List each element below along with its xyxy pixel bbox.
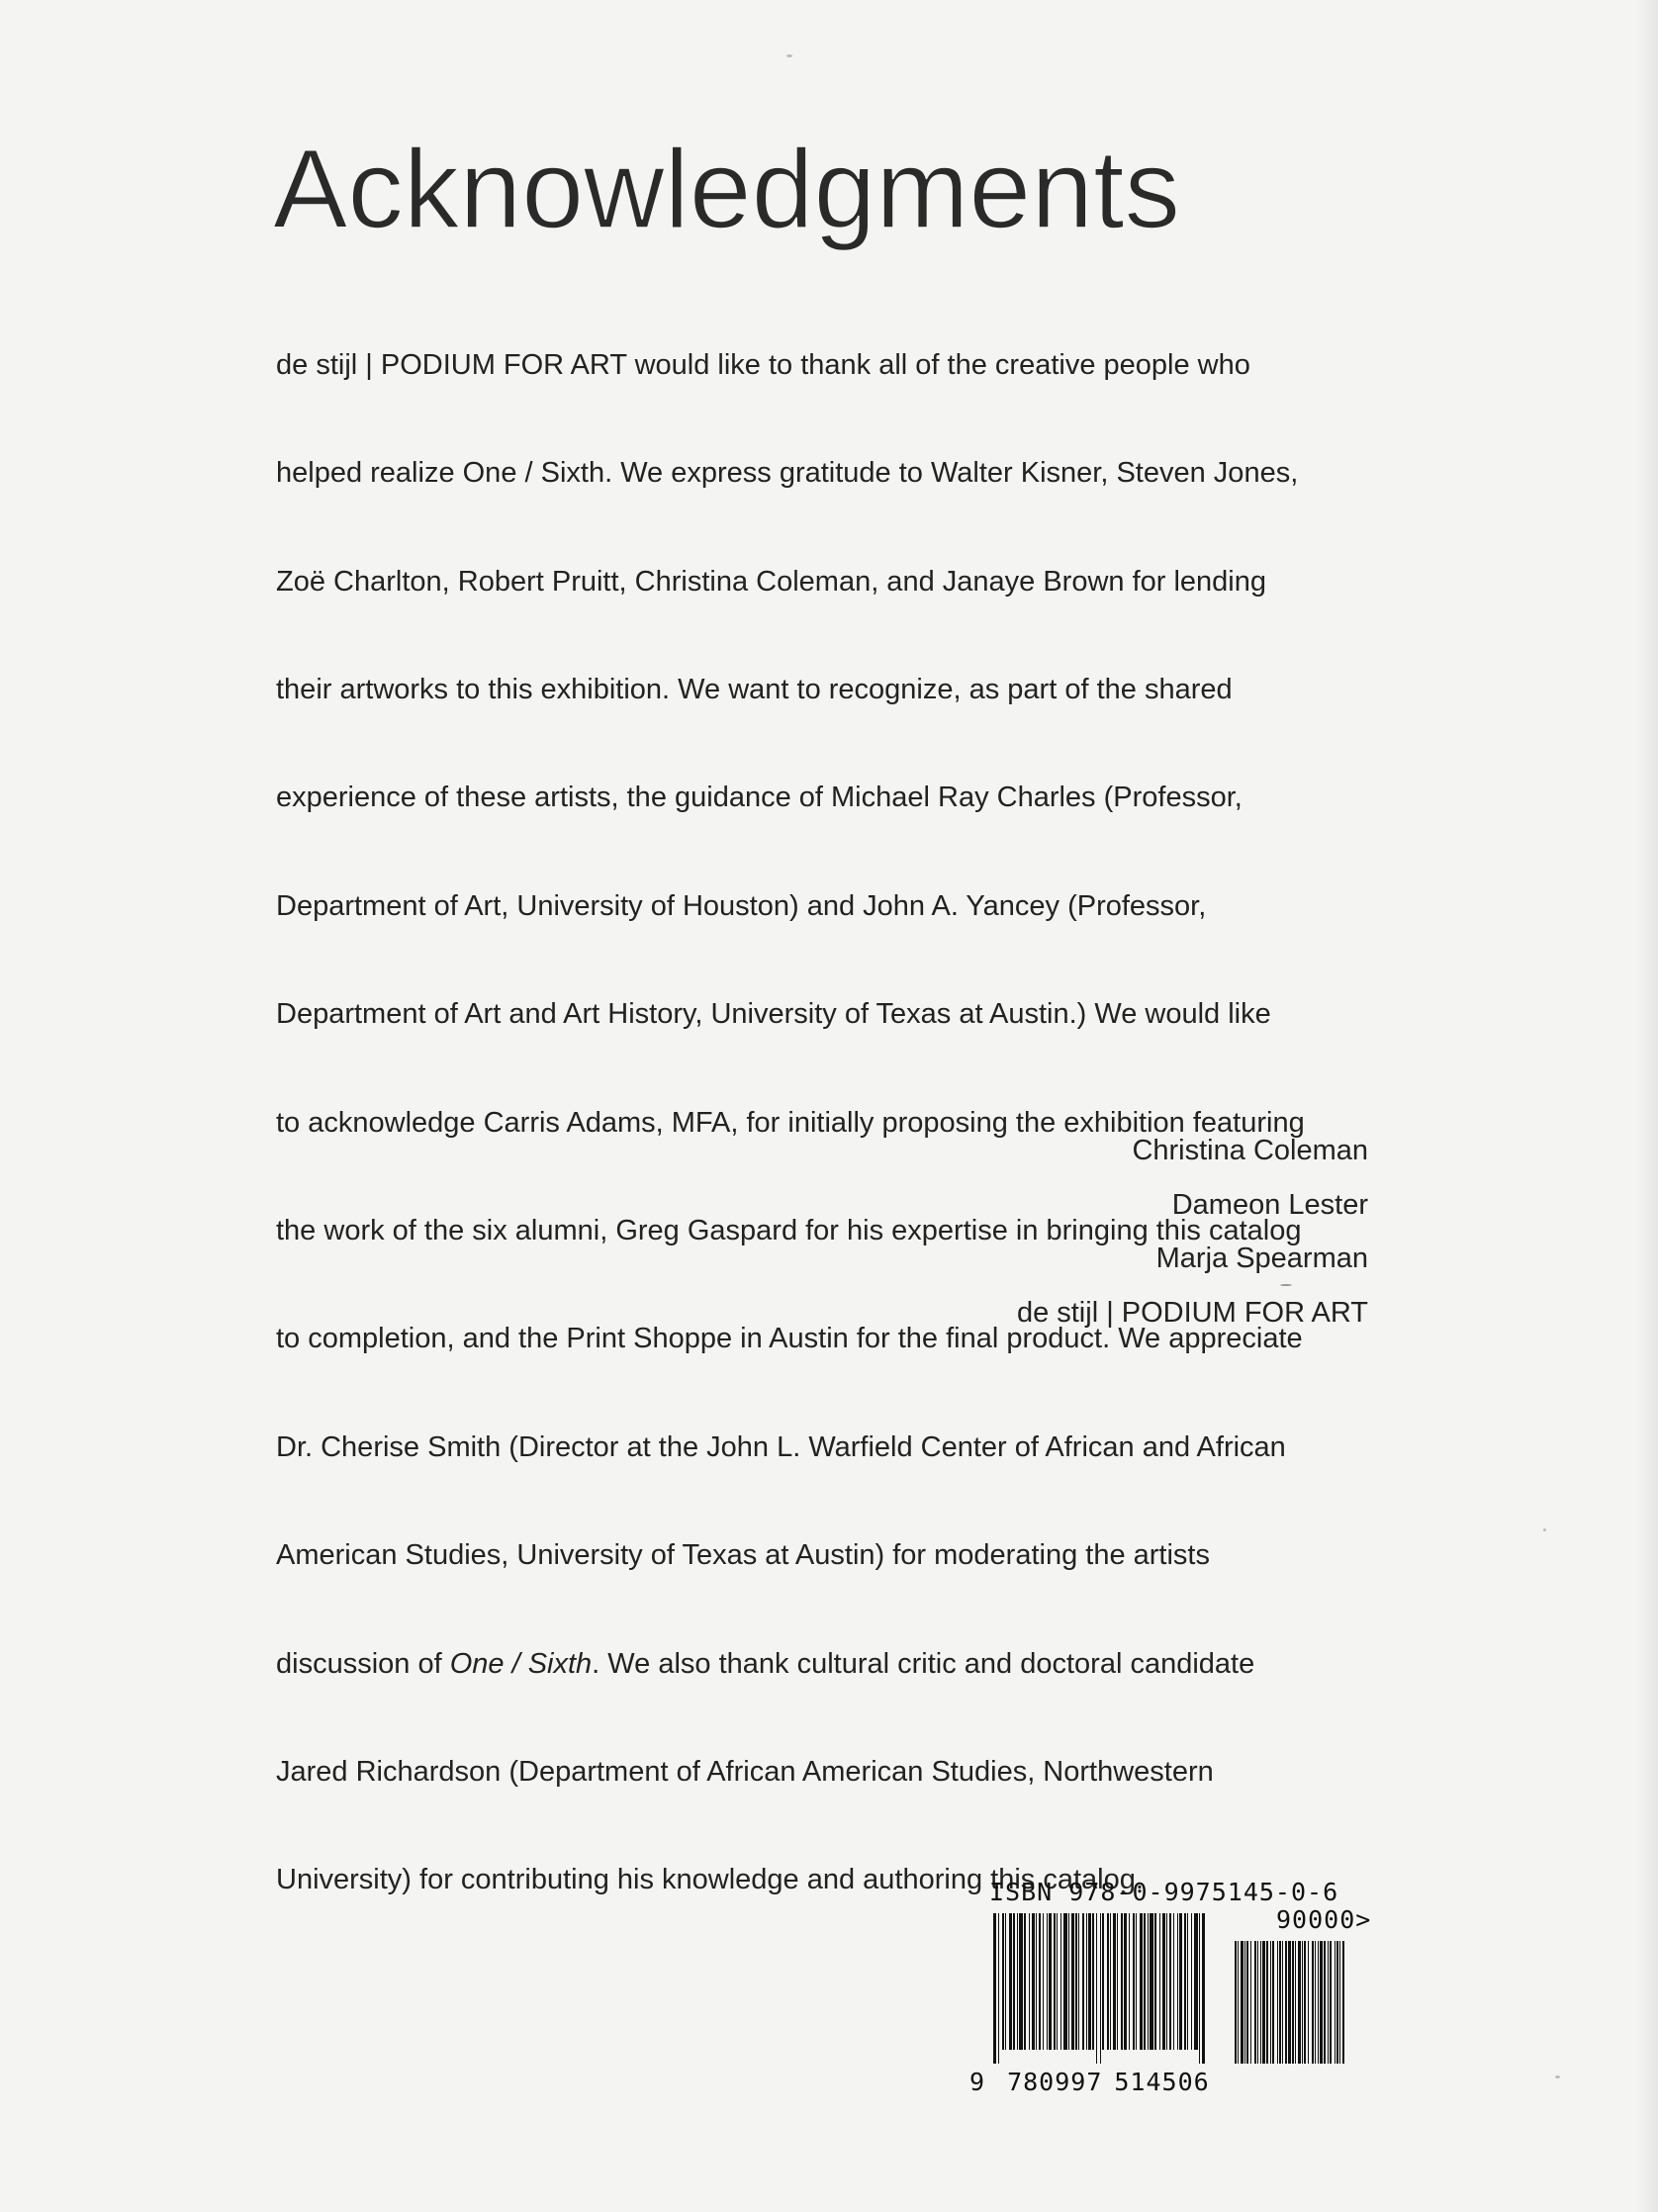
- barcode-bar: [1169, 1913, 1171, 2050]
- barcode-bar: [1024, 1913, 1026, 2050]
- page-edge-shadow: [1636, 0, 1658, 2212]
- barcode-digits-right: 514506: [1114, 2068, 1210, 2096]
- body-line-5: experience of these artists, the guidance of Michael Ray Charles (Professor,: [276, 782, 1243, 814]
- barcode-bar: [1100, 1913, 1101, 2064]
- signature-block: [1017, 1124, 1368, 1339]
- body-line-11: Dr. Cherise Smith (Director at the John L. Warfield Center of African and African: [276, 1430, 1286, 1463]
- barcode-bar: [1049, 1913, 1052, 2050]
- body-line-14: Jared Richardson (Department of African American Studies, Northwestern: [276, 1755, 1214, 1788]
- barcode-bar: [1019, 1913, 1023, 2050]
- barcode-addon-bar: [1254, 1941, 1256, 2064]
- barcode-addon-bar: [1330, 1941, 1332, 2064]
- barcode-bar: [1060, 1913, 1061, 2050]
- barcode-addon-bar: [1315, 1941, 1316, 2064]
- barcode-addon-bar: [1246, 1941, 1248, 2064]
- barcode-bar: [1054, 1913, 1056, 2050]
- barcode-addon-bar: [1336, 1941, 1338, 2064]
- barcode-bar: [1129, 1913, 1130, 2050]
- barcode-addon-bar: [1335, 1941, 1336, 2064]
- barcode-addon-bar: [1320, 1941, 1323, 2064]
- body-line-13-prefix: discussion of: [276, 1647, 450, 1680]
- barcode-addon-bar: [1295, 1941, 1296, 2064]
- barcode-bar: [1002, 1913, 1004, 2050]
- barcode-bar: [1117, 1913, 1118, 2050]
- barcode-bar: [1154, 1913, 1156, 2050]
- barcode-bar: [1071, 1913, 1074, 2050]
- signature-line: Dameon Lester: [1171, 1188, 1368, 1221]
- dust-speck: [786, 54, 792, 57]
- barcode-addon-bar: [1302, 1941, 1303, 2064]
- isbn-barcode: [969, 1878, 1372, 2096]
- barcode-bar: [1191, 1913, 1192, 2050]
- barcode-addon-bar: [1318, 1941, 1319, 2064]
- barcode-digits: [969, 2068, 1210, 2096]
- body-line-10: to completion, and the Print Shoppe in Austin for the final product. We appreciate: [276, 1323, 1303, 1355]
- page-title: Acknowledgments: [273, 127, 1181, 251]
- barcode-digits-left: 780997: [1007, 2068, 1103, 2096]
- barcode-bar: [1047, 1913, 1048, 2050]
- barcode-bar: [1005, 1913, 1006, 2050]
- barcode-addon-bar: [1241, 1941, 1244, 2064]
- barcode-bar: [1136, 1913, 1137, 2050]
- barcode-bar: [1124, 1913, 1127, 2050]
- barcode-bar: [1029, 1913, 1030, 2050]
- barcode-addon-bar: [1285, 1941, 1287, 2064]
- barcode-addon-bar: [1266, 1941, 1268, 2064]
- barcode-bar: [1113, 1913, 1116, 2050]
- barcode-addon-bar: [1328, 1941, 1329, 2064]
- body-line-12: American Studies, University of Texas at Austin) for moderating the artists: [276, 1539, 1210, 1572]
- barcode-bar: [998, 1913, 999, 2064]
- barcode-addon-bar: [1298, 1941, 1301, 2064]
- signature-line: de stijl | PODIUM FOR ART: [1016, 1296, 1368, 1329]
- body-line-1: de stijl | PODIUM FOR ART would like to thank all of the creative people who: [276, 348, 1250, 381]
- exhibition-title-italic: One / Sixth: [449, 1647, 593, 1680]
- barcode-bar: [993, 1913, 996, 2064]
- barcode-bar: [1150, 1913, 1153, 2050]
- barcode-bar: [1009, 1913, 1012, 2050]
- barcode-bar: [1096, 1913, 1097, 2064]
- barcode-addon-bar: [1257, 1941, 1258, 2064]
- barcode-bar: [1088, 1913, 1091, 2050]
- body-line-7: Department of Art and Art History, University of Texas at Austin.) We would like: [276, 998, 1271, 1031]
- body-line-9: the work of the six alumni, Greg Gaspard for his expertise in bringing this catalog: [276, 1214, 1302, 1246]
- barcode-bar: [1086, 1913, 1087, 2050]
- body-line-15: University) for contributing his knowledge and authoring this catalog.: [276, 1864, 1144, 1896]
- barcode-bar: [1179, 1913, 1182, 2050]
- barcode-bar: [1017, 1913, 1018, 2050]
- barcode-bar: [1063, 1913, 1067, 2050]
- price-code-label: 90000>: [1276, 1905, 1372, 1934]
- barcode-addon-bar: [1292, 1941, 1294, 2064]
- body-line-6: Department of Art, University of Houston) and John A. Yancey (Professor,: [276, 889, 1207, 922]
- barcode-addon-bar: [1304, 1941, 1306, 2064]
- barcode-bar: [1184, 1913, 1186, 2050]
- barcode-bar: [1199, 1913, 1200, 2064]
- barcode-addon-bar: [1282, 1941, 1283, 2064]
- barcode-bar: [1078, 1913, 1079, 2050]
- body-line-13: [276, 1637, 1384, 1692]
- barcode-bar: [1092, 1913, 1094, 2050]
- barcode-bar: [1144, 1913, 1146, 2050]
- body-line-4: their artworks to this exhibition. We want to recognize, as part of the shared: [276, 673, 1233, 705]
- barcode-bar: [1068, 1913, 1069, 2050]
- barcode-addon-bar: [1342, 1941, 1344, 2064]
- barcode-bar: [1082, 1913, 1084, 2050]
- barcode-bar: [1194, 1913, 1198, 2050]
- barcode-bar: [1075, 1913, 1077, 2050]
- barcode-bar: [1039, 1913, 1041, 2050]
- barcode-graphic: [989, 1878, 1345, 2075]
- barcode-bar: [1162, 1913, 1165, 2050]
- acknowledgments-body: [276, 284, 1384, 1962]
- barcode-addon-bar: [1324, 1941, 1326, 2064]
- barcode-addon-bar: [1235, 1941, 1237, 2064]
- dust-speck: [1280, 1284, 1292, 1286]
- barcode-addon-bar: [1260, 1941, 1261, 2064]
- barcode-bar: [1121, 1913, 1123, 2050]
- barcode-addon-bar: [1279, 1941, 1281, 2064]
- barcode-addon-bar: [1312, 1941, 1314, 2064]
- barcode-bar: [1133, 1913, 1135, 2050]
- barcode-bar: [1057, 1913, 1058, 2050]
- barcode-bar: [1173, 1913, 1174, 2050]
- barcode-bar: [1107, 1913, 1109, 2050]
- barcode-addon-bar: [1250, 1941, 1251, 2064]
- barcode-bar: [1043, 1913, 1044, 2050]
- barcode-addon-bar: [1272, 1941, 1274, 2064]
- isbn-label: ISBN 978-0-9975145-0-6: [989, 1878, 1339, 1906]
- body-line-2: helped realize One / Sixth. We express gratitude to Walter Kisner, Steven Jones,: [276, 457, 1299, 490]
- barcode-bar: [1032, 1913, 1035, 2050]
- barcode-digit-lead: 9: [969, 2068, 986, 2096]
- barcode-bar: [1013, 1913, 1015, 2050]
- barcode-addon-bar: [1238, 1941, 1239, 2064]
- barcode-bar: [1177, 1913, 1178, 2050]
- dust-speck: [1555, 2075, 1560, 2078]
- body-line-3: Zoë Charlton, Robert Pruitt, Christina Coleman, and Janaye Brown for lending: [276, 565, 1267, 598]
- barcode-addon-bar: [1277, 1941, 1278, 2064]
- dust-speck: [1543, 1528, 1546, 1531]
- barcode-bar: [1110, 1913, 1111, 2050]
- body-line-13-suffix: . We also thank cultural critic and doctoral candidate: [592, 1647, 1255, 1680]
- barcode-addon-bar: [1262, 1941, 1265, 2064]
- barcode-addon-bar: [1339, 1941, 1340, 2064]
- barcode-bar: [1187, 1913, 1188, 2050]
- barcode-bar: [1202, 1913, 1205, 2064]
- signature-line: Marja Spearman: [1155, 1243, 1368, 1274]
- signature-line: Christina Coleman: [1132, 1135, 1368, 1166]
- barcode-bar: [1102, 1913, 1104, 2050]
- barcode-bar: [1166, 1913, 1167, 2050]
- barcode-bar: [1140, 1913, 1143, 2050]
- barcode-addon-bar: [1308, 1941, 1309, 2064]
- barcode-addon-bar: [1288, 1941, 1291, 2064]
- barcode-addon-bar: [1270, 1941, 1271, 2064]
- barcode-bar: [1036, 1913, 1037, 2050]
- barcode-addon-bar: [1244, 1941, 1245, 2064]
- barcode-bar: [1159, 1913, 1160, 2050]
- barcode-bar: [1148, 1913, 1149, 2050]
- body-line-8: to acknowledge Carris Adams, MFA, for initially proposing the exhibition featuring: [276, 1106, 1305, 1139]
